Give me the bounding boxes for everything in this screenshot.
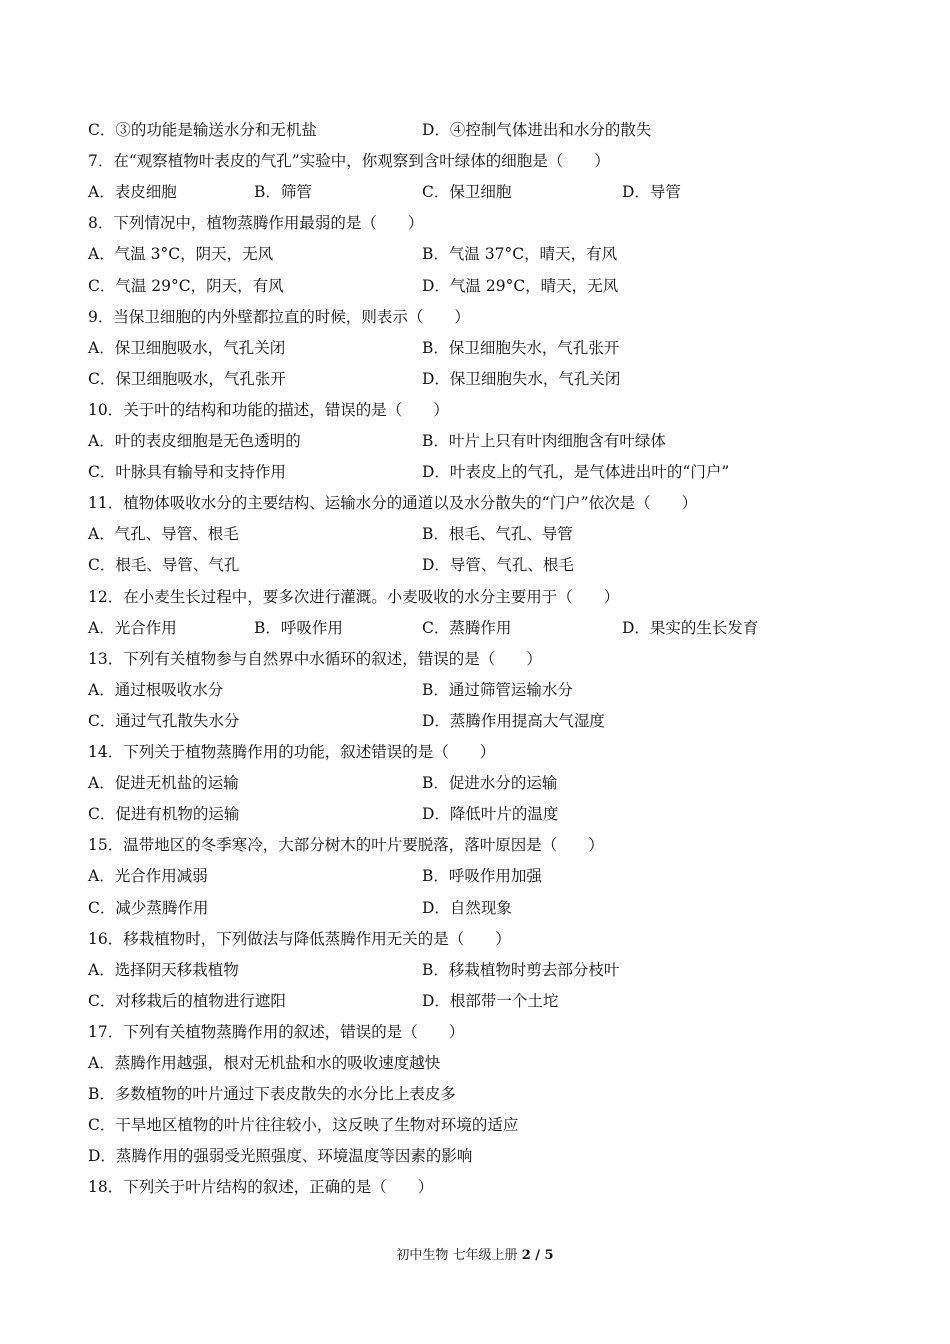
question-line: 13．下列有关植物参与自然界中水循环的叙述，错误的是（ ）	[88, 650, 542, 668]
option-a: C．③的功能是输送水分和无机盐	[88, 121, 317, 139]
option-row	[88, 369, 888, 391]
question-line: A．蒸腾作用越强，根对无机盐和水的吸收速度越快	[88, 1054, 441, 1072]
option-row	[88, 680, 888, 702]
option-row	[88, 618, 888, 640]
question-line: 18．下列关于叶片结构的叙述，正确的是（ ）	[88, 1178, 434, 1196]
question-line: 10．关于叶的结构和功能的描述，错误的是（ ）	[88, 401, 449, 419]
option-a: A．保卫细胞吸水，气孔关闭	[88, 339, 286, 357]
option-a: A．通过根吸收水分	[88, 681, 224, 699]
option-a: C．通过气孔散失水分	[88, 712, 240, 730]
option-b: B．促进水分的运输	[422, 774, 558, 792]
option-a: C．减少蒸腾作用	[88, 899, 209, 917]
option-a: C．对移栽后的植物进行遮阳	[88, 992, 286, 1010]
option-b: B．通过筛管运输水分	[422, 681, 573, 699]
option-b: B．叶片上只有叶肉细胞含有叶绿体	[422, 432, 666, 450]
option-b: D．叶表皮上的气孔，是气体进出叶的“门户”	[422, 463, 730, 481]
option-b: B．根毛、气孔、导管	[422, 525, 573, 543]
option-row	[88, 120, 888, 142]
question-line: 12．在小麦生长过程中，要多次进行灌溉。小麦吸收的水分主要用于（ ）	[88, 588, 620, 606]
option-row	[88, 773, 888, 795]
option-row	[88, 524, 888, 546]
question-line: 8．下列情况中，植物蒸腾作用最弱的是（ ）	[88, 214, 424, 232]
option-b: B．移栽植物时剪去部分枝叶	[422, 961, 620, 979]
option-row	[88, 182, 888, 204]
page-number: 2 / 5	[521, 1248, 554, 1263]
option-d: D．导管	[622, 183, 681, 201]
option-b: B．呼吸作用	[254, 619, 343, 637]
question-line: 15．温带地区的冬季寒冷，大部分树木的叶片要脱落，落叶原因是（ ）	[88, 836, 604, 854]
option-a: A．促进无机盐的运输	[88, 774, 239, 792]
option-row	[88, 991, 888, 1013]
question-line: 11．植物体吸收水分的主要结构、运输水分的通道以及水分散失的“门户”依次是（ ）	[88, 494, 698, 512]
question-line: 17．下列有关植物蒸腾作用的叙述，错误的是（ ）	[88, 1023, 465, 1041]
option-b: D．导管、气孔、根毛	[422, 556, 574, 574]
option-b: D．自然现象	[422, 899, 512, 917]
option-row	[88, 338, 888, 360]
option-b: D．④控制气体进出和水分的散失	[422, 121, 652, 139]
option-a: A．叶的表皮细胞是无色透明的	[88, 432, 301, 450]
option-row	[88, 804, 888, 826]
option-a: A．光合作用	[88, 619, 177, 637]
option-row	[88, 431, 888, 453]
option-row	[88, 711, 888, 733]
question-line: 16．移栽植物时，下列做法与降低蒸腾作用无关的是（ ）	[88, 930, 511, 948]
option-c: C．保卫细胞	[422, 183, 512, 201]
option-row	[88, 462, 888, 484]
option-b: D．保卫细胞失水，气孔关闭	[422, 370, 621, 388]
option-a: A．气温 3°C，阴天，无风	[88, 245, 274, 263]
option-b: D．蒸腾作用提高大气湿度	[422, 712, 605, 730]
option-b: D．降低叶片的温度	[422, 805, 559, 823]
option-a: C．气温 29°C，阴天，有风	[88, 277, 284, 295]
option-b: B．呼吸作用加强	[422, 867, 542, 885]
option-b: B．气温 37°C，晴天，有风	[422, 245, 618, 263]
option-a: A．选择阴天移栽植物	[88, 961, 239, 979]
footer-label: 初中生物 七年级上册	[396, 1248, 522, 1263]
option-row	[88, 244, 888, 266]
option-a: C．叶脉具有输导和支持作用	[88, 463, 286, 481]
option-c: C．蒸腾作用	[422, 619, 512, 637]
option-b: D．气温 29°C，晴天，无风	[422, 277, 619, 295]
question-line: 14．下列关于植物蒸腾作用的功能，叙述错误的是（ ）	[88, 743, 496, 761]
option-d: D．果实的生长发育	[622, 619, 759, 637]
page-footer	[0, 1247, 950, 1265]
option-row	[88, 866, 888, 888]
option-b: B．保卫细胞失水，气孔张开	[422, 339, 620, 357]
question-line: 7．在“观察植物叶表皮的气孔”实验中，你观察到含叶绿体的细胞是（ ）	[88, 152, 610, 170]
question-line: 9．当保卫细胞的内外壁都拉直的时候，则表示（ ）	[88, 308, 470, 326]
option-a: C．根毛、导管、气孔	[88, 556, 240, 574]
option-a: C．保卫细胞吸水，气孔张开	[88, 370, 286, 388]
option-row	[88, 898, 888, 920]
option-b: D．根部带一个土坨	[422, 992, 559, 1010]
option-row	[88, 276, 888, 298]
question-line: C．干旱地区植物的叶片往往较小，这反映了生物对环境的适应	[88, 1116, 519, 1134]
option-row	[88, 555, 888, 577]
option-a: A．光合作用减弱	[88, 867, 208, 885]
option-a: A．气孔、导管、根毛	[88, 525, 239, 543]
option-a: A．表皮细胞	[88, 183, 177, 201]
question-line: D．蒸腾作用的强弱受光照强度、环境温度等因素的影响	[88, 1147, 473, 1165]
option-b: B．筛管	[254, 183, 312, 201]
option-a: C．促进有机物的运输	[88, 805, 240, 823]
question-line: B．多数植物的叶片通过下表皮散失的水分比上表皮多	[88, 1085, 456, 1103]
option-row	[88, 960, 888, 982]
